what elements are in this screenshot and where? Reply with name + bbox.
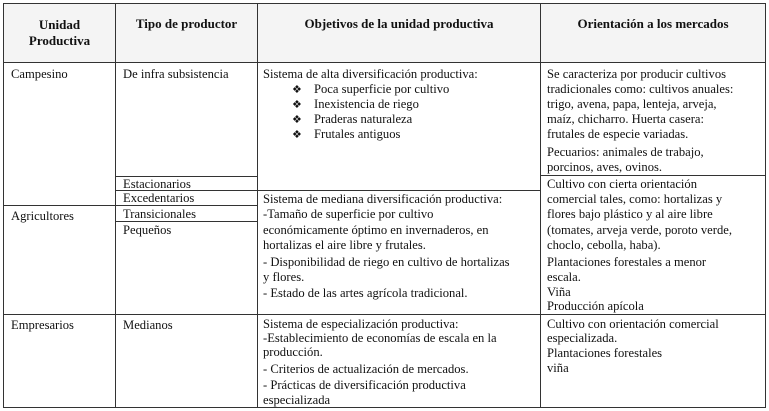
orientacion-campesino-pecuarios: porcinos, aves, ovinos. xyxy=(547,160,663,174)
orientacion-campesino-line: tradicionales como: cultivos anuales: xyxy=(547,82,734,96)
orientacion-agricultores-line: (tomates, arveja verde, poroto verde, xyxy=(547,223,732,237)
objetivo-alta-title: Sistema de alta diversificación productiva: xyxy=(263,67,478,81)
objetivo-alta-bullet xyxy=(292,97,419,113)
bullet-text: Frutales antiguos xyxy=(314,127,401,141)
header-objetivos: Objetivos de la unidad productiva xyxy=(304,16,494,31)
objetivo-especializacion-line: producción. xyxy=(263,345,323,359)
objetivo-mediana-line: económicamente óptimo en invernaderos, en xyxy=(263,223,489,237)
orientacion-empresarios-line: especializada. xyxy=(547,331,618,345)
tipo-transicionales: Transicionales xyxy=(123,207,196,221)
objetivo-mediana-line: hortalizas el aire libre y frutales. xyxy=(263,238,426,252)
orientacion-empresarios-line: Cultivo con orientación comercial xyxy=(547,317,719,331)
unidad-campesino: Campesino xyxy=(11,67,68,81)
objetivo-especializacion-line: especializada xyxy=(263,393,331,407)
header-orientacion: Orientación a los mercados xyxy=(577,16,729,31)
objetivo-mediana-line: Sistema de mediana diversificación productiva: xyxy=(263,192,503,206)
tipo-estacionarios: Estacionarios xyxy=(123,177,191,191)
objetivo-alta-bullet xyxy=(292,82,449,98)
header-bottom-line xyxy=(3,62,766,63)
unidad-agricultores: Agricultores xyxy=(11,209,74,223)
bullet-text: Poca superficie por cultivo xyxy=(314,82,450,96)
orientacion-campesino-line: maíz, chicharro. Huerta casera: xyxy=(547,112,704,126)
unidad-empresarios: Empresarios xyxy=(11,318,74,332)
objetivo-mediana-line: y flores. xyxy=(263,270,305,284)
tipo-infra-subsistencia: De infra subsistencia xyxy=(123,67,229,81)
objetivo-mediana-line: - Disponibilidad de riego en cultivo de hortalizas xyxy=(263,255,510,269)
diamond-bullet-icon: ❖ xyxy=(292,114,302,126)
orientacion-agricultores-line: Producción apícola xyxy=(547,299,644,313)
column-divider-3 xyxy=(540,3,541,408)
tipo-medianos: Medianos xyxy=(123,318,173,332)
objetivo-alta-bullet xyxy=(292,112,412,128)
orientacion-campesino-line: frutales de especie variadas. xyxy=(547,127,689,141)
orientacion-agricultores-line: Viña xyxy=(547,285,571,299)
orientacion-agricultores-line: Cultivo con cierta orientación xyxy=(547,177,698,191)
orientacion-empresarios-line: viña xyxy=(547,361,569,375)
diamond-bullet-icon: ❖ xyxy=(292,129,302,141)
row-line-empresarios xyxy=(3,314,766,315)
orientacion-agricultores-line: Plantaciones forestales a menor xyxy=(547,255,707,269)
orientacion-agricultores-line: comercial tales, como: hortalizas y xyxy=(547,192,723,206)
bullet-text: Inexistencia de riego xyxy=(314,97,419,111)
objetivo-mediana-line: -Tamaño de superficie por cultivo xyxy=(263,207,434,221)
objetivo-especializacion-line: - Prácticas de diversificación productiva xyxy=(263,378,466,392)
header-unidad-productiva xyxy=(4,4,115,62)
objetivo-mediana-line: - Estado de las artes agrícola tradicional. xyxy=(263,286,468,300)
diamond-bullet-icon: ❖ xyxy=(292,84,302,96)
orientacion-agricultores-line: escala. xyxy=(547,270,581,284)
orientacion-empresarios-line: Plantaciones forestales xyxy=(547,346,663,360)
objetivo-especializacion-line: -Establecimiento de economías de escala en la xyxy=(263,331,497,345)
objetivo-especializacion-line: - Criterios de actualización de mercados. xyxy=(263,362,469,376)
objetivo-especializacion-line: Sistema de especialización productiva: xyxy=(263,317,459,331)
header-unidad-line-1: Unidad xyxy=(38,17,81,32)
orientacion-campesino-line: trigo, avena, papa, lenteja, arveja, xyxy=(547,97,717,111)
bullet-text: Praderas naturaleza xyxy=(314,112,413,126)
objetivo-alta-bullet xyxy=(292,127,400,143)
orientacion-agricultores-line: flores bajo plástico y al aire libre xyxy=(547,207,713,221)
tipo-excedentarios: Excedentarios xyxy=(123,191,195,205)
orientacion-agricultores-line: choclo, cebolla, haba). xyxy=(547,238,661,252)
tipo-pequenos: Pequeños xyxy=(123,223,172,237)
column-divider-2 xyxy=(257,3,258,408)
header-tipo-productor: Tipo de productor xyxy=(135,16,238,31)
diamond-bullet-icon: ❖ xyxy=(292,99,302,111)
orientacion-campesino-line: Se caracteriza por producir cultivos xyxy=(547,67,727,81)
orientacion-campesino-pecuarios: Pecuarios: animales de trabajo, xyxy=(547,145,704,159)
header-unidad-line-2: Productiva xyxy=(28,33,91,48)
